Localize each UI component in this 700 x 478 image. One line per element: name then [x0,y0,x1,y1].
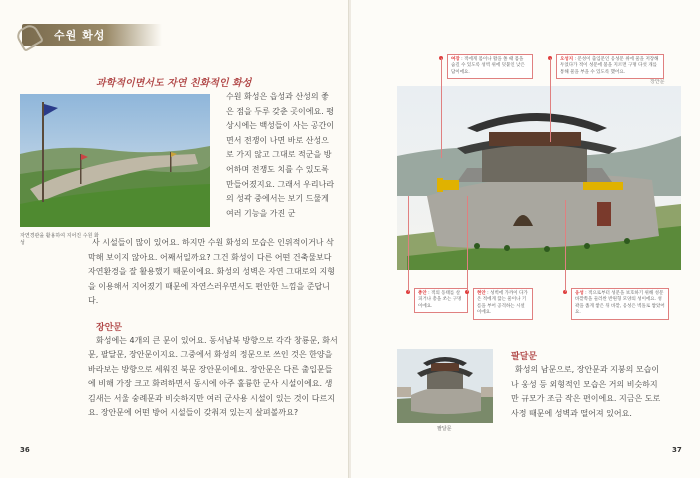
intro-paragraph: 수원 화성은 읍성과 산성의 좋은 점을 두루 갖춘 곳이에요. 평상시에는 백성들이 사는 공간이면서 전쟁이 나면 바로 산성으로 가지 않고 그대로 적군을 방어하며 전쟁도 치를 수 있도록 만들어졌지요. 그래서 우리나라의 성곽 중에서는 보기 드물게 여러 기능을 가진 군 [226,92,335,218]
paldalmun-caption: 팔달문 [437,426,452,432]
callout-line [550,58,551,142]
paldalmun-photo [397,349,493,423]
paperclip-icon [14,22,44,52]
section-ribbon [22,24,162,46]
janganmun-heading: 장안문 [96,323,123,333]
intro-paragraph-continued: 사 시설들이 많이 있어요. 하지만 수원 화성의 모습은 인위적이거나 삭막해 보이지 않아요. 어째서일까요? 그건 화성이 다른 어떤 건축물보다 자연환경을 잘 활용했기 때문이에요. 화성의 성벽은 자연 그대로의 지형을 이용해서 지어졌기 때문에 자연스러우면서도 편안한 느낌을 준답니다. [88,238,335,306]
page-number-left: 36 [20,446,30,454]
callout-term: 여장 [451,57,460,62]
fortress-wall-photo [20,94,210,227]
callout-term: 총안 [418,291,427,296]
photo-caption: 자연경관을 활용하여 지어진 수원 화성 [20,233,99,246]
callout-line [565,200,566,292]
left-page [0,0,349,478]
janganmun-paragraph: 화성에는 4개의 큰 문이 있어요. 동서남북 방향으로 각각 창룡문, 화서문, 팔달문, 장안문이지요. 그중에서 화성의 정문으로 쓰인 것은 한양을 바라보는 방향으로 세워진 북문 장안문이에요. 장안문은 다른 출입문들에 비해 가장 크고 화려하면서 동시에 아주 훌륭한 군사 시설이에요. 생김새는 서울 숭례문과 비슷하지만 여러 군사용 시설이 있는 것이 다르지요. 장안문에 어떤 방어 시설들이 갖춰져 있는지 살펴볼까요? [88,336,338,418]
paldalmun-heading: 팔달문 [511,352,538,362]
callout-yeojang: 여장 : 적에게 몸이나 활을 쏠 때 몸을 숨길 수 있도록 성벽 위에 덧붙인 낮은 담이에요. [447,54,533,79]
section-title: 수원 화성 [54,29,106,42]
callout-oseongji: 오성지 : 문성이 출입문인 옹성문 위에 물을 저장해 두었다가 적이 성문에 불을 지르면 구멍 다섯 개를 통해 물을 부을 수 있도록 했어요. [556,54,664,79]
callout-term: 오성지 [560,57,574,62]
callout-term: 옹성 [575,291,584,296]
callout-text: 문성이 출입문인 옹성문 위에 물을 저장해 두었다가 적이 성문에 불을 지르면 구멍 다섯 개를 통해 물을 부을 수 있도록 했어요. [560,57,659,75]
callout-hyeonan: 현안 : 성벽에 가까이 다가온 적에게 끓는 물이나 기름을 부어 공격하는 시설이에요. [473,288,533,320]
callout-term: 현안 [477,291,486,296]
callout-line [441,58,442,158]
callout-ongseong: 옹성 : 적으로부터 성문을 보호하기 위해 성문 바깥쪽을 둘러싼 반원형 모양의 성이에요. 성곽을 좁게 쌓은 뒤 바깥, 옹성은 벽돌로 쌓았어요. [571,288,669,320]
callout-line [467,196,468,292]
callout-text: 적으로부터 성문을 보호하기 위해 성문 바깥쪽을 둘러싼 반원형 모양의 성이에요. 성곽을 좁게 쌓은 뒤 바깥, 옹성은 벽돌로 쌓았어요. [575,291,665,316]
subheading: 과학적이면서도 자연 친화적인 화성 [96,78,252,89]
callout-text: 성벽에 가까이 다가온 적에게 끓는 물이나 기름을 부어 공격하는 시설이에요. [477,291,528,316]
page-number-right: 37 [672,446,682,454]
photo-credit: 장안문 [650,79,665,85]
paldalmun-paragraph: 화성의 남문으로, 장안문과 지붕의 모습이나 웅성 등 외형적인 모습은 거의 비슷하지만 규모가 조금 작은 편이에요. 지금은 도로 사정 때문에 성벽과 떨어져 있어요. [511,365,661,418]
callout-text: 적의 동태를 살피거나 총을 쏘는 구멍이에요. [418,291,462,309]
janganmun-gate-photo [397,86,681,270]
callout-chongan: 총안 : 적의 동태를 살피거나 총을 쏘는 구멍이에요. [414,288,468,313]
callout-text: 적에게 몸이나 활을 쏠 때 몸을 숨길 수 있도록 성벽 위에 덧붙인 낮은 담이에요. [451,57,525,75]
callout-line [408,196,409,292]
